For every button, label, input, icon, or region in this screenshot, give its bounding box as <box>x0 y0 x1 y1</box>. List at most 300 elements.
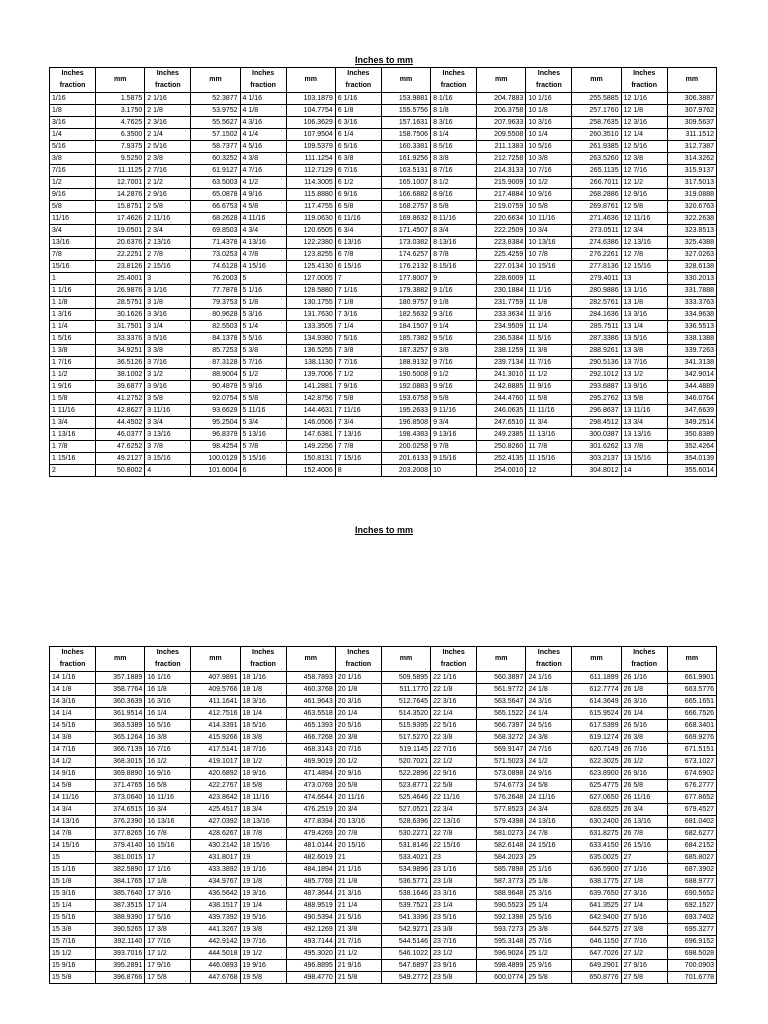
inches-fraction-cell: 7 1/4 <box>335 321 381 333</box>
inches-fraction-cell: 20 5/16 <box>335 720 381 732</box>
mm-value-cell: 493.7144 <box>286 936 335 948</box>
mm-value-cell: 268.2886 <box>572 189 621 201</box>
inches-fraction-cell: 10 13/16 <box>526 237 572 249</box>
mm-value-cell: 12.7001 <box>96 177 145 189</box>
table-row <box>50 696 717 708</box>
mm-value-cell: 68.2628 <box>191 213 240 225</box>
inches-fraction-cell: 27 5/16 <box>621 912 667 924</box>
inches-fraction-cell: 18 7/16 <box>240 744 286 756</box>
mm-value-cell: 106.3629 <box>286 117 335 129</box>
mm-value-cell: 630.2400 <box>572 816 621 828</box>
inches-fraction-cell: 18 7/8 <box>240 828 286 840</box>
inches-fraction-cell: 23 <box>431 852 477 864</box>
inches-fraction-cell: 3 7/8 <box>145 441 191 453</box>
inches-fraction-cell: 21 5/8 <box>335 972 381 984</box>
inches-fraction-header: Inches fraction <box>431 68 477 93</box>
table-row <box>50 840 717 852</box>
mm-value-cell: 361.9514 <box>96 708 145 720</box>
mm-value-cell: 61.9127 <box>191 165 240 177</box>
inches-fraction-cell: 3 1/4 <box>145 321 191 333</box>
mm-value-cell: 569.9147 <box>477 744 526 756</box>
mm-value-cell: 225.4259 <box>477 249 526 261</box>
inches-fraction-cell: 7 7/16 <box>335 357 381 369</box>
mm-value-cell: 184.1507 <box>381 321 430 333</box>
inches-fraction-cell: 6 1/2 <box>335 177 381 189</box>
mm-value-cell: 511.1770 <box>381 684 430 696</box>
mm-value-cell: 434.9767 <box>191 876 240 888</box>
inches-fraction-cell: 9/16 <box>50 189 96 201</box>
mm-value-cell: 520.7021 <box>381 756 430 768</box>
mm-value-cell: 476.2519 <box>286 804 335 816</box>
inches-fraction-cell: 14 3/16 <box>50 696 96 708</box>
mm-value-cell: 138.1130 <box>286 357 335 369</box>
mm-value-cell: 139.7006 <box>286 369 335 381</box>
inches-fraction-cell: 18 1/2 <box>240 756 286 768</box>
inches-fraction-header: Inches fraction <box>526 68 572 93</box>
inches-fraction-cell: 1 1/2 <box>50 369 96 381</box>
inches-fraction-cell: 25 5/8 <box>526 972 572 984</box>
inches-fraction-cell: 3 5/16 <box>145 333 191 345</box>
inches-fraction-cell: 18 3/8 <box>240 732 286 744</box>
mm-value-cell: 9.5250 <box>96 153 145 165</box>
mm-value-cell: 382.5890 <box>96 864 145 876</box>
mm-value-cell: 438.1517 <box>191 900 240 912</box>
inches-fraction-cell: 20 1/16 <box>335 672 381 684</box>
table-row <box>50 381 717 393</box>
mm-value-cell: 41.2752 <box>96 393 145 405</box>
mm-value-cell: 44.4502 <box>96 417 145 429</box>
mm-value-cell: 627.0650 <box>572 792 621 804</box>
inches-fraction-cell: 15 1/8 <box>50 876 96 888</box>
inches-fraction-cell: 11 13/16 <box>526 429 572 441</box>
inches-fraction-cell: 4 7/16 <box>240 165 286 177</box>
mm-value-cell: 577.8523 <box>477 804 526 816</box>
table-row <box>50 273 717 285</box>
mm-value-cell: 336.5513 <box>667 321 716 333</box>
inches-fraction-cell: 11 <box>526 273 572 285</box>
inches-fraction-cell: 13 3/16 <box>621 309 667 321</box>
mm-value-cell: 309.5637 <box>667 117 716 129</box>
table-row <box>50 708 717 720</box>
table-row <box>50 948 717 960</box>
inches-fraction-cell: 13 7/16 <box>621 357 667 369</box>
inches-fraction-cell: 24 1/8 <box>526 684 572 696</box>
inches-fraction-header: Inches fraction <box>621 647 667 672</box>
mm-header: mm <box>286 68 335 93</box>
inches-fraction-cell: 26 15/16 <box>621 840 667 852</box>
mm-value-cell: 117.4755 <box>286 201 335 213</box>
inches-fraction-cell: 1 1/8 <box>50 297 96 309</box>
inches-fraction-cell: 9 1/8 <box>431 297 477 309</box>
inches-fraction-cell: 24 9/16 <box>526 768 572 780</box>
mm-value-cell: 301.6262 <box>572 441 621 453</box>
inches-fraction-cell: 3 11/16 <box>145 405 191 417</box>
mm-value-cell: 519.1145 <box>381 744 430 756</box>
inches-fraction-cell: 5 13/16 <box>240 429 286 441</box>
inches-fraction-cell: 9 3/4 <box>431 417 477 429</box>
inches-fraction-cell: 25 3/8 <box>526 924 572 936</box>
mm-value-cell: 79.3753 <box>191 297 240 309</box>
mm-value-cell: 227.0134 <box>477 261 526 273</box>
inches-fraction-cell: 26 9/16 <box>621 768 667 780</box>
mm-value-cell: 131.7630 <box>286 309 335 321</box>
inches-fraction-cell: 16 3/16 <box>145 696 191 708</box>
inches-fraction-cell: 7 7/8 <box>335 441 381 453</box>
inches-fraction-header: Inches fraction <box>240 647 286 672</box>
mm-value-cell: 582.6148 <box>477 840 526 852</box>
mm-value-cell: 674.6902 <box>667 768 716 780</box>
mm-value-cell: 263.5260 <box>572 153 621 165</box>
inches-fraction-cell: 1 3/16 <box>50 309 96 321</box>
inches-fraction-cell: 26 1/16 <box>621 672 667 684</box>
inches-fraction-cell: 19 7/16 <box>240 936 286 948</box>
mm-value-cell: 271.4636 <box>572 213 621 225</box>
mm-value-cell: 152.4006 <box>286 465 335 477</box>
inches-fraction-cell: 1 15/16 <box>50 453 96 465</box>
mm-value-cell: 536.5771 <box>381 876 430 888</box>
inches-fraction-cell: 15 9/16 <box>50 960 96 972</box>
mm-value-cell: 195.2633 <box>381 405 430 417</box>
mm-value-cell: 249.2385 <box>477 429 526 441</box>
inches-fraction-cell: 11 3/8 <box>526 345 572 357</box>
inches-fraction-cell: 7/16 <box>50 165 96 177</box>
inches-fraction-cell: 10 <box>431 465 477 477</box>
inches-fraction-cell: 2 1/8 <box>145 105 191 117</box>
inches-fraction-cell: 4 1/2 <box>240 177 286 189</box>
mm-value-cell: 285.7511 <box>572 321 621 333</box>
inches-fraction-cell: 10 7/8 <box>526 249 572 261</box>
mm-value-cell: 250.8260 <box>477 441 526 453</box>
inches-fraction-cell: 20 1/4 <box>335 708 381 720</box>
inches-fraction-cell: 7 5/16 <box>335 333 381 345</box>
mm-value-cell: 350.8389 <box>667 429 716 441</box>
inches-fraction-cell: 1 3/4 <box>50 417 96 429</box>
inches-fraction-cell: 14 11/16 <box>50 792 96 804</box>
inches-fraction-cell: 21 3/16 <box>335 888 381 900</box>
mm-value-cell: 541.3396 <box>381 912 430 924</box>
inches-fraction-cell: 8 <box>335 465 381 477</box>
mm-value-cell: 463.5518 <box>286 708 335 720</box>
mm-value-cell: 93.6629 <box>191 405 240 417</box>
inches-fraction-cell: 23 9/16 <box>431 960 477 972</box>
inches-fraction-cell: 1 3/8 <box>50 345 96 357</box>
mm-value-cell: 381.0015 <box>96 852 145 864</box>
mm-value-cell: 20.6376 <box>96 237 145 249</box>
mm-value-cell: 617.5399 <box>572 720 621 732</box>
inches-fraction-cell: 13 3/8 <box>621 345 667 357</box>
mm-value-cell: 363.5389 <box>96 720 145 732</box>
table-header-row <box>50 68 717 93</box>
mm-value-cell: 635.0025 <box>572 852 621 864</box>
mm-value-cell: 600.0774 <box>477 972 526 984</box>
mm-value-cell: 631.8275 <box>572 828 621 840</box>
inches-fraction-cell: 1/8 <box>50 105 96 117</box>
mm-value-cell: 585.7898 <box>477 864 526 876</box>
mm-value-cell: 527.0521 <box>381 804 430 816</box>
mm-value-cell: 517.5270 <box>381 732 430 744</box>
inches-fraction-header: Inches fraction <box>335 68 381 93</box>
mm-value-cell: 407.9891 <box>191 672 240 684</box>
mm-value-cell: 341.3138 <box>667 357 716 369</box>
mm-value-cell: 365.1264 <box>96 732 145 744</box>
mm-value-cell: 422.2767 <box>191 780 240 792</box>
mm-value-cell: 417.5141 <box>191 744 240 756</box>
inches-fraction-cell: 4 5/16 <box>240 141 286 153</box>
inches-fraction-cell: 3/4 <box>50 225 96 237</box>
inches-fraction-cell: 11 1/2 <box>526 369 572 381</box>
mm-value-cell: 311.1512 <box>667 129 716 141</box>
inches-fraction-cell: 27 3/16 <box>621 888 667 900</box>
inches-fraction-cell: 13 3/4 <box>621 417 667 429</box>
inches-fraction-cell: 6 7/16 <box>335 165 381 177</box>
mm-value-cell: 296.8637 <box>572 405 621 417</box>
inches-fraction-cell: 16 7/8 <box>145 828 191 840</box>
inches-fraction-cell: 1 1/4 <box>50 321 96 333</box>
inches-fraction-cell: 7 5/8 <box>335 393 381 405</box>
mm-value-cell: 427.0392 <box>191 816 240 828</box>
inches-fraction-cell: 16 1/2 <box>145 756 191 768</box>
inches-fraction-cell: 19 <box>240 852 286 864</box>
inches-fraction-cell: 3 <box>145 273 191 285</box>
mm-value-cell: 538.1646 <box>381 888 430 900</box>
mm-value-cell: 200.0258 <box>381 441 430 453</box>
mm-value-cell: 420.6892 <box>191 768 240 780</box>
mm-value-cell: 325.4388 <box>667 237 716 249</box>
mm-value-cell: 146.0506 <box>286 417 335 429</box>
inches-fraction-cell: 6 3/16 <box>335 117 381 129</box>
inches-fraction-cell: 27 1/2 <box>621 948 667 960</box>
mm-value-cell: 80.9628 <box>191 309 240 321</box>
mm-value-cell: 587.3773 <box>477 876 526 888</box>
inches-fraction-cell: 5 1/8 <box>240 297 286 309</box>
table-row <box>50 900 717 912</box>
mm-value-cell: 596.9024 <box>477 948 526 960</box>
mm-value-cell: 255.5885 <box>572 93 621 105</box>
mm-value-cell: 6.3500 <box>96 129 145 141</box>
mm-value-cell: 241.3010 <box>477 369 526 381</box>
mm-header: mm <box>477 647 526 672</box>
table-row <box>50 153 717 165</box>
mm-value-cell: 327.0263 <box>667 249 716 261</box>
mm-value-cell: 314.3262 <box>667 153 716 165</box>
mm-value-cell: 171.4507 <box>381 225 430 237</box>
table-row <box>50 417 717 429</box>
mm-value-cell: 681.0402 <box>667 816 716 828</box>
mm-value-cell: 349.2514 <box>667 417 716 429</box>
inches-fraction-cell: 5 1/16 <box>240 285 286 297</box>
mm-header: mm <box>191 647 240 672</box>
mm-value-cell: 428.6267 <box>191 828 240 840</box>
inches-fraction-cell: 26 11/16 <box>621 792 667 804</box>
inches-fraction-cell: 14 5/8 <box>50 780 96 792</box>
inches-fraction-cell: 8 11/16 <box>431 213 477 225</box>
mm-value-cell: 158.7506 <box>381 129 430 141</box>
inches-fraction-cell: 3 7/16 <box>145 357 191 369</box>
mm-value-cell: 492.1269 <box>286 924 335 936</box>
table-row <box>50 465 717 477</box>
mm-value-cell: 395.2891 <box>96 960 145 972</box>
inches-fraction-cell: 27 1/8 <box>621 876 667 888</box>
mm-value-cell: 333.3763 <box>667 297 716 309</box>
inches-fraction-cell: 19 1/8 <box>240 876 286 888</box>
mm-value-cell: 288.9261 <box>572 345 621 357</box>
mm-value-cell: 193.6758 <box>381 393 430 405</box>
inches-fraction-cell: 17 3/8 <box>145 924 191 936</box>
mm-value-cell: 369.8890 <box>96 768 145 780</box>
inches-fraction-cell: 14 9/16 <box>50 768 96 780</box>
inches-fraction-cell: 25 9/16 <box>526 960 572 972</box>
inches-fraction-cell: 18 13/16 <box>240 816 286 828</box>
mm-value-cell: 15.8751 <box>96 201 145 213</box>
inches-fraction-cell: 9 9/16 <box>431 381 477 393</box>
mm-value-cell: 222.2509 <box>477 225 526 237</box>
table-row <box>50 744 717 756</box>
mm-header: mm <box>572 68 621 93</box>
inches-fraction-cell: 14 5/16 <box>50 720 96 732</box>
mm-value-cell: 187.3257 <box>381 345 430 357</box>
inches-fraction-cell: 9 1/4 <box>431 321 477 333</box>
inches-fraction-cell: 24 3/4 <box>526 804 572 816</box>
table-row <box>50 393 717 405</box>
inches-fraction-cell: 12 7/16 <box>621 165 667 177</box>
inches-fraction-cell: 11 9/16 <box>526 381 572 393</box>
inches-fraction-header: Inches fraction <box>526 647 572 672</box>
mm-value-cell: 198.4383 <box>381 429 430 441</box>
mm-value-cell: 300.0387 <box>572 429 621 441</box>
inches-fraction-cell: 17 <box>145 852 191 864</box>
mm-value-cell: 69.8503 <box>191 225 240 237</box>
mm-value-cell: 125.4130 <box>286 261 335 273</box>
mm-value-cell: 330.2013 <box>667 273 716 285</box>
inches-fraction-header: Inches fraction <box>431 647 477 672</box>
mm-value-cell: 123.8255 <box>286 249 335 261</box>
inches-fraction-cell: 11 1/8 <box>526 297 572 309</box>
mm-value-cell: 50.8002 <box>96 465 145 477</box>
table-row <box>50 345 717 357</box>
mm-value-cell: 3.1750 <box>96 105 145 117</box>
mm-value-cell: 87.3128 <box>191 357 240 369</box>
mm-value-cell: 474.6644 <box>286 792 335 804</box>
inches-fraction-cell: 20 15/16 <box>335 840 381 852</box>
mm-value-cell: 371.4765 <box>96 780 145 792</box>
mm-value-cell: 485.7769 <box>286 876 335 888</box>
inches-fraction-cell: 26 7/8 <box>621 828 667 840</box>
inches-fraction-cell: 26 5/8 <box>621 780 667 792</box>
inches-fraction-cell: 14 13/16 <box>50 816 96 828</box>
mm-value-cell: 433.3892 <box>191 864 240 876</box>
mm-value-cell: 73.0253 <box>191 249 240 261</box>
mm-value-cell: 547.6897 <box>381 960 430 972</box>
inches-fraction-cell: 11 7/8 <box>526 441 572 453</box>
inches-fraction-cell: 13 13/16 <box>621 429 667 441</box>
mm-value-cell: 266.7011 <box>572 177 621 189</box>
mm-value-cell: 304.8012 <box>572 465 621 477</box>
mm-value-cell: 663.5776 <box>667 684 716 696</box>
mm-value-cell: 560.3897 <box>477 672 526 684</box>
mm-value-cell: 169.8632 <box>381 213 430 225</box>
mm-value-cell: 14.2876 <box>96 189 145 201</box>
mm-value-cell: 430.2142 <box>191 840 240 852</box>
mm-value-cell: 693.7402 <box>667 912 716 924</box>
inches-fraction-cell: 10 15/16 <box>526 261 572 273</box>
inches-fraction-cell: 24 1/4 <box>526 708 572 720</box>
inches-fraction-cell: 26 1/8 <box>621 684 667 696</box>
table-row <box>50 261 717 273</box>
inches-fraction-cell: 12 1/8 <box>621 105 667 117</box>
table-row <box>50 117 717 129</box>
inches-fraction-cell: 26 1/4 <box>621 708 667 720</box>
inches-fraction-cell: 5 1/4 <box>240 321 286 333</box>
inches-fraction-header: Inches fraction <box>145 647 191 672</box>
mm-value-cell: 358.7764 <box>96 684 145 696</box>
mm-value-cell: 431.8017 <box>191 852 240 864</box>
inches-fraction-cell: 23 1/2 <box>431 948 477 960</box>
mm-value-cell: 319.0888 <box>667 189 716 201</box>
inches-fraction-cell: 5 5/8 <box>240 393 286 405</box>
inches-fraction-cell: 5 15/16 <box>240 453 286 465</box>
table-header-row <box>50 647 717 672</box>
inches-fraction-cell: 1 5/16 <box>50 333 96 345</box>
mm-value-cell: 620.7149 <box>572 744 621 756</box>
inches-fraction-cell: 21 1/16 <box>335 864 381 876</box>
mm-value-cell: 11.1125 <box>96 165 145 177</box>
inches-fraction-cell: 12 3/8 <box>621 153 667 165</box>
inches-fraction-cell: 17 1/8 <box>145 876 191 888</box>
mm-value-cell: 498.4770 <box>286 972 335 984</box>
inches-fraction-cell: 12 1/4 <box>621 129 667 141</box>
mm-value-cell: 444.5018 <box>191 948 240 960</box>
inches-fraction-cell: 22 3/8 <box>431 732 477 744</box>
mm-header: mm <box>286 647 335 672</box>
mm-value-cell: 396.8766 <box>96 972 145 984</box>
inches-fraction-cell: 26 3/8 <box>621 732 667 744</box>
inches-fraction-cell: 22 9/16 <box>431 768 477 780</box>
inches-fraction-cell: 13 1/4 <box>621 321 667 333</box>
mm-value-cell: 469.9019 <box>286 756 335 768</box>
mm-value-cell: 233.3634 <box>477 309 526 321</box>
mm-value-cell: 323.8513 <box>667 225 716 237</box>
inches-fraction-cell: 10 1/2 <box>526 177 572 189</box>
mm-value-cell: 28.5751 <box>96 297 145 309</box>
inches-fraction-cell: 3/8 <box>50 153 96 165</box>
mm-value-cell: 74.6128 <box>191 261 240 273</box>
inches-fraction-cell: 3 5/8 <box>145 393 191 405</box>
inches-fraction-cell: 13 1/2 <box>621 369 667 381</box>
inches-fraction-header: Inches fraction <box>335 647 381 672</box>
inches-fraction-cell: 15 1/16 <box>50 864 96 876</box>
inches-fraction-cell: 3 3/8 <box>145 345 191 357</box>
mm-value-cell: 280.9886 <box>572 285 621 297</box>
mm-value-cell: 261.9385 <box>572 141 621 153</box>
inches-fraction-cell: 4 5/8 <box>240 201 286 213</box>
inches-fraction-cell: 21 1/2 <box>335 948 381 960</box>
mm-value-cell: 76.2003 <box>191 273 240 285</box>
table-row <box>50 936 717 948</box>
mm-value-cell: 219.0759 <box>477 201 526 213</box>
inches-fraction-cell: 2 3/16 <box>145 117 191 129</box>
inches-fraction-cell: 14 1/8 <box>50 684 96 696</box>
mm-value-cell: 696.9152 <box>667 936 716 948</box>
mm-value-cell: 265.1135 <box>572 165 621 177</box>
mm-value-cell: 692.1527 <box>667 900 716 912</box>
table-row <box>50 960 717 972</box>
inches-fraction-cell: 23 7/16 <box>431 936 477 948</box>
mm-value-cell: 481.0144 <box>286 840 335 852</box>
mm-value-cell: 31.7501 <box>96 321 145 333</box>
inches-fraction-cell: 14 <box>621 465 667 477</box>
inches-fraction-cell: 7 9/16 <box>335 381 381 393</box>
table-row <box>50 720 717 732</box>
